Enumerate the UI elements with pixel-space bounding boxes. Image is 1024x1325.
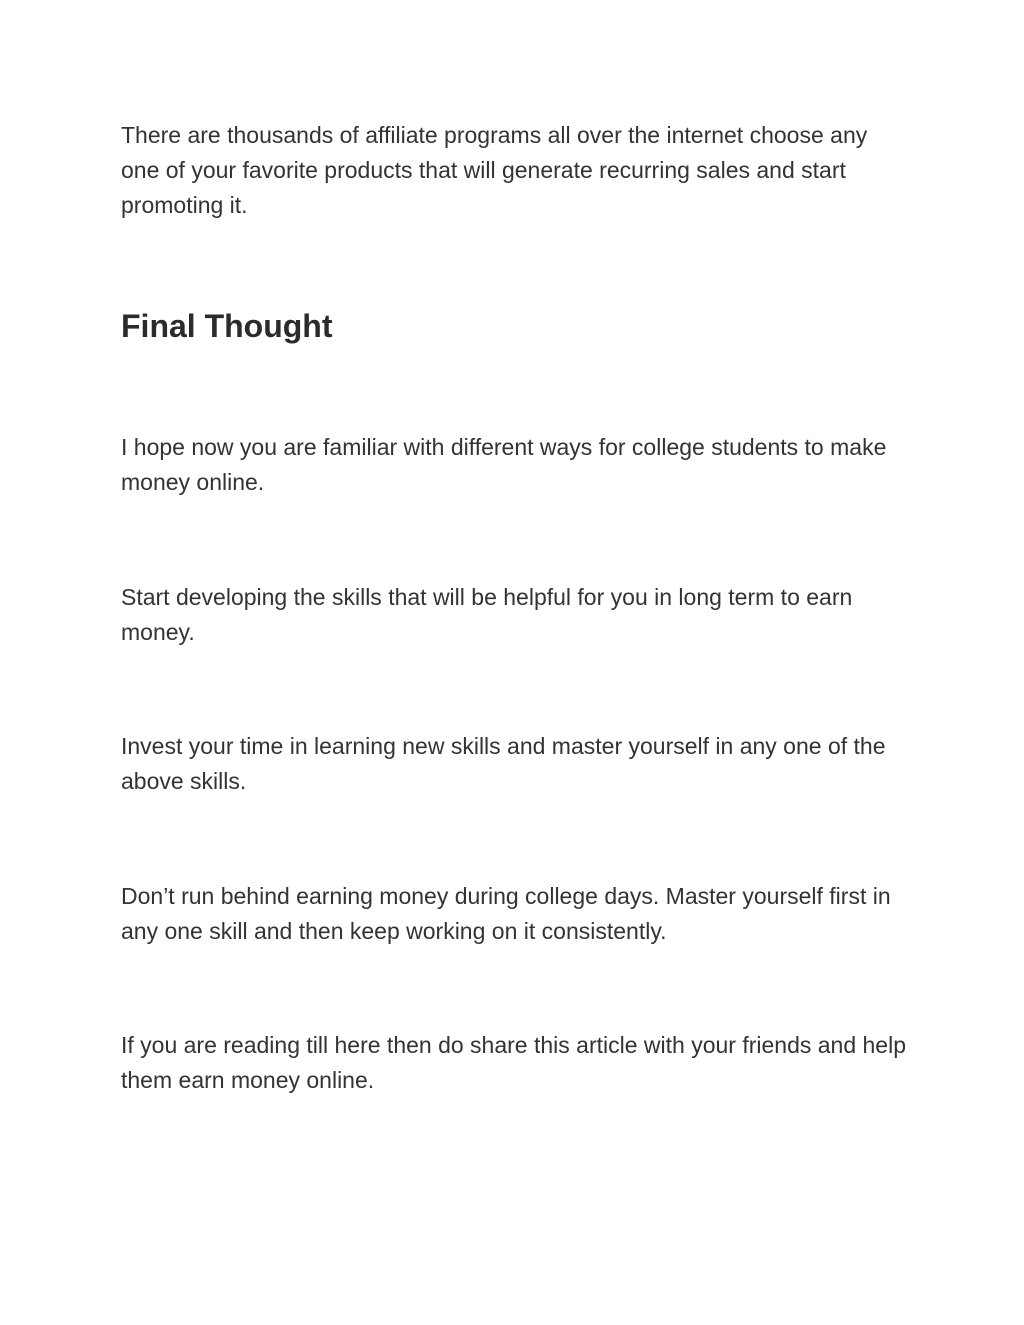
body-paragraph: I hope now you are familiar with different ways for college students to make money online. xyxy=(121,434,887,495)
intro-paragraph: There are thousands of affiliate programs all over the internet choose any one of your favorite products that will generate recurring sales and start promoting it. xyxy=(121,122,868,218)
body-paragraph: Start developing the skills that will be helpful for you in long term to earn money. xyxy=(121,584,853,645)
body-paragraph: If you are reading till here then do share this article with your friends and help them earn money online. xyxy=(121,1032,906,1093)
body-paragraph: Don’t run behind earning money during college days. Master yourself first in any one skill and then keep working on it consistently. xyxy=(121,883,891,944)
body-paragraph: Invest your time in learning new skills and master yourself in any one of the above skills. xyxy=(121,733,886,794)
section-heading: Final Thought xyxy=(121,308,333,344)
